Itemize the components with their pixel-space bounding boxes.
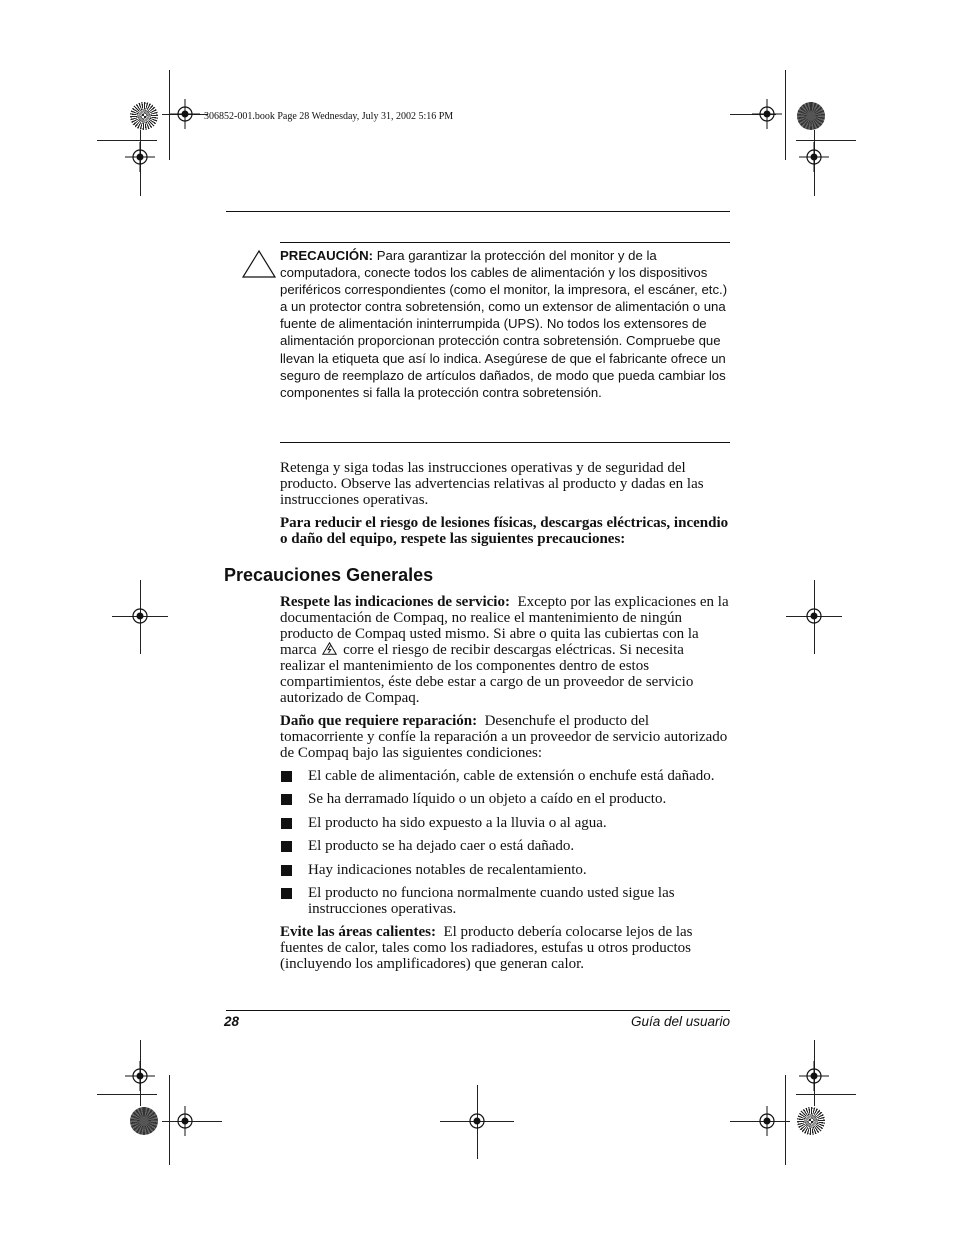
service-text-after: corre el riesgo de recibir descargas eléctricas. Si necesita realizar el mantenimiento de los componentes dentro de estos compartimientos, éste debe estar a cargo de un proveedor de servicio autorizado de Compaq. [280,642,694,706]
heat-label: Evite las áreas calientes: [280,924,436,940]
bullet-square-icon [281,794,292,805]
caution-text: Para garantizar la protección del monitor y de la computadora, conecte todos los cables de alimentación y los dispositivos periféricos correspondientes (como el monitor, la impresora, el escáner, etc.) a un protector contra sobretensión, como un extensor de alimentación o una fuente de alimentación ininterrumpida (UPS). No todos los extensores de alimentación proporcionan protección contra sobretensión. Compruebe que llevan la etiqueta que así lo indica. Asegúrese de que el fabricante ofrece un seguro de reemplazo de artículos dañados, de modo que pueda cambiar los componentes si falla la protección contra sobretensión. [280,248,728,400]
list-item [280,863,732,879]
caution-top-rule [280,242,730,243]
crosshair-registration-icon [462,1106,492,1136]
heat-text: El producto debería colocarse lejos de las fuentes de calor, tales como los radiadores, estufas u otros productos (incluyendo los amplificadores) que generan calor. [280,924,693,972]
crosshair-registration-icon [799,601,829,631]
warning-paragraph [280,516,730,548]
intro-paragraph: Retenga y siga todas las instrucciones operativas y de seguridad del producto. Observe las advertencias relativas al producto y dadas en las instrucciones operativas. [280,460,704,508]
list-item-text: El producto no funciona normalmente cuando usted sigue las instrucciones operativas. [308,884,675,917]
list-item [280,886,732,918]
list-item-text: Se ha derramado líquido o un objeto a caído en el producto. [308,791,667,808]
crosshair-registration-icon [125,1061,155,1091]
caution-label: PRECAUCIÓN: [280,248,374,263]
crosshair-registration-icon [799,142,829,172]
damage-paragraph [280,714,730,761]
book-title: Guía del usuario [630,1014,730,1029]
crop-mark [785,70,786,160]
list-item-text: El cable de alimentación, cable de extensión o enchufe está dañado. [308,768,715,784]
list-item [280,769,732,785]
print-info-line: 306852-001.book Page 28 Wednesday, July 31, 2002 5:16 PM [204,111,454,122]
caution-triangle-icon [241,249,277,279]
list-item-text: El producto se ha dejado caer o está dañado. [308,838,575,855]
damage-label: Daño que requiere reparación: [280,713,478,729]
list-item [280,839,732,855]
heat-paragraph [280,925,730,972]
registration-rosette-icon [130,1107,158,1135]
header-rule [226,211,730,212]
crosshair-registration-icon [125,142,155,172]
bullet-square-icon [281,771,292,782]
warning-text: Para reducir el riesgo de lesiones físicas, descargas eléctricas, incendio o daño del equipo, respete las siguientes precauciones: [280,515,729,547]
conditions-list [280,769,732,925]
service-paragraph [280,595,730,707]
list-item [280,816,732,832]
crop-mark [796,1094,856,1095]
bullet-square-icon [281,841,292,852]
crosshair-registration-icon [799,1061,829,1091]
crosshair-registration-icon [752,99,782,129]
bullet-square-icon [281,818,292,829]
damage-text: Desenchufe el producto del tomacorriente y confíe la reparación a un proveedor de servicio autorizado de Compaq bajo las siguientes condiciones: [280,713,728,761]
list-item-text: El producto ha sido expuesto a la lluvia o al agua. [308,814,607,831]
section-title: Precauciones Generales [224,565,434,585]
registration-rosette-icon [797,1107,825,1135]
electric-hazard-icon [322,642,337,655]
list-item-text: Hay indicaciones notables de recalentamiento. [308,861,587,878]
crosshair-registration-icon [170,99,200,129]
crop-mark [785,1075,786,1165]
page-number: 28 [224,1014,240,1029]
registration-rosette-icon [797,102,825,130]
crosshair-registration-icon [170,1106,200,1136]
crop-mark [796,140,856,141]
caution-note [280,247,728,401]
bullet-square-icon [281,888,292,899]
crop-mark [97,140,157,141]
crosshair-registration-icon [125,601,155,631]
footer-rule [226,1010,730,1011]
caution-bottom-rule [280,442,730,443]
bullet-square-icon [281,865,292,876]
registration-rosette-icon [130,102,158,130]
crosshair-registration-icon [752,1106,782,1136]
crop-mark [97,1094,157,1095]
service-text-before: Excepto por las explicaciones en la documentación de Compaq, no realice el mantenimiento de ningún producto de Compaq usted mismo. Si abre o quita las cubiertas con la marca [280,594,729,659]
list-item [280,792,732,808]
service-label: Respete las indicaciones de servicio: [280,594,510,610]
